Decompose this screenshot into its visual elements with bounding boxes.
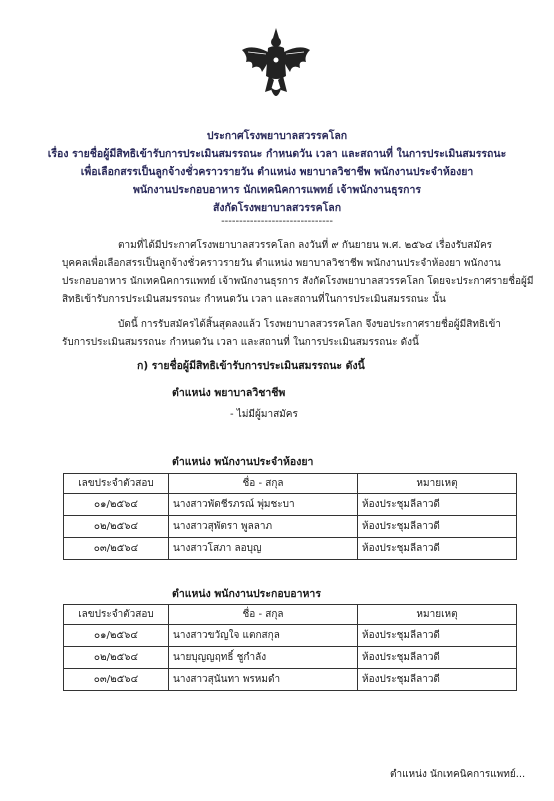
name-cell: นางสาวโสภา ลอบุญ <box>169 538 358 560</box>
garuda-emblem <box>238 26 314 106</box>
note-cell: ห้องประชุมลีลาวดี <box>358 516 517 538</box>
note-cell: ห้องประชุมลีลาวดี <box>358 669 517 691</box>
table-header-row <box>64 605 517 625</box>
exam-id-cell: ๐๑/๒๕๖๔ <box>64 494 169 516</box>
subject-line-3: พนักงานประกอบอาหาร นักเทคนิคการแพทย์ เจ้าพนักงานธุรการ <box>132 184 422 196</box>
column-header-note: หมายเหตุ <box>358 605 517 625</box>
exam-id-cell: ๐๑/๒๕๖๔ <box>64 625 169 647</box>
name-cell: นางสาวขวัญใจ แตกสกุล <box>169 625 358 647</box>
note-cell: ห้องประชุมลีลาวดี <box>358 647 517 669</box>
continuation-note: ตำแหน่ง นักเทคนิคการแพทย์... <box>390 769 526 780</box>
note-cell: ห้องประชุมลีลาวดี <box>358 494 517 516</box>
subject-line-1: เรื่อง รายชื่อผู้มีสิทธิเข้ารับการประเมินสมรรถนะ กำหนดวัน เวลา และสถานที่ ในการประเมินสมรรถนะ <box>47 148 507 160</box>
announcement-title: ประกาศโรงพยาบาลสวรรคโลก <box>206 130 348 142</box>
pharmacy-roster-table <box>63 473 517 560</box>
paragraph-1-line-2: บุคคลเพื่อเลือกสรรเป็นลูกจ้างชั่วคราวรายวัน ตำแหน่ง พยาบาลวิชาชีพ พนักงานประจำห้องยา พนักงาน <box>62 258 501 269</box>
subject-line-4: สังกัดโรงพยาบาลสวรรคโลก <box>212 202 342 214</box>
name-cell: นางสาวสุนันทา พรหมดำ <box>169 669 358 691</box>
name-cell: นายบุญญฤทธิ์ ชูกำลัง <box>169 647 358 669</box>
name-cell: นางสาวพัดชีรภรณ์ พุ่มชะบา <box>169 494 358 516</box>
name-cell: นางสาวสุพัตรา พูลลาภ <box>169 516 358 538</box>
table-header-row <box>64 474 517 494</box>
position-pharmacy-title: ตำแหน่ง พนักงานประจำห้องยา <box>172 456 314 468</box>
paragraph-2-line-1: บัดนี้ การรับสมัครได้สิ้นสุดลงแล้ว โรงพยาบาลสวรรคโลก จึงขอประกาศรายชื่อผู้มีสิทธิเข้า <box>118 319 501 330</box>
note-cell: ห้องประชุมลีลาวดี <box>358 625 517 647</box>
column-header-name: ชื่อ - สกุล <box>169 474 358 494</box>
table-row <box>64 494 517 516</box>
table-row <box>64 647 517 669</box>
table-row <box>64 669 517 691</box>
exam-id-cell: ๐๓/๒๕๖๔ <box>64 538 169 560</box>
paragraph-1-line-3: ประกอบอาหาร นักเทคนิคการแพทย์ เจ้าพนักงานธุรการ สังกัดโรงพยาบาลสวรรคโลก โดยจะประกาศรายชื่อผู้มี <box>62 276 534 287</box>
paragraph-1-line-4: สิทธิเข้ารับการประเมินสมรรถนะ กำหนดวัน เวลา และสถานที่ในการประเมินสมรรถนะ นั้น <box>62 294 446 305</box>
exam-id-cell: ๐๓/๒๕๖๔ <box>64 669 169 691</box>
table-row <box>64 538 517 560</box>
subject-line-2: เพื่อเลือกสรรเป็นลูกจ้างชั่วคราวรายวัน ตำแหน่ง พยาบาลวิชาชีพ พนักงานประจำห้องยา <box>80 166 474 178</box>
paragraph-2-line-2: รับการประเมินสมรรถนะ กำหนดวัน เวลา และสถานที่ ในการประเมินสมรรถนะ ดังนี้ <box>62 337 419 348</box>
column-header-note: หมายเหตุ <box>358 474 517 494</box>
note-cell: ห้องประชุมลีลาวดี <box>358 538 517 560</box>
header-separator: ------------------------------- <box>221 216 333 227</box>
position-nurse-note: - ไม่มีผู้มาสมัคร <box>230 409 298 420</box>
table-row <box>64 516 517 538</box>
position-nurse-title: ตำแหน่ง พยาบาลวิชาชีพ <box>172 387 286 399</box>
paragraph-1-line-1: ตามที่ได้มีประกาศโรงพยาบาลสวรรคโลก ลงวันที่ ๙ กันยายน พ.ศ. ๒๕๖๔ เรื่องรับสมัคร <box>118 240 493 251</box>
exam-id-cell: ๐๒/๒๕๖๔ <box>64 516 169 538</box>
section-a-heading: ก) รายชื่อผู้มีสิทธิเข้ารับการประเมินสมรรถนะ ดังนี้ <box>137 360 365 372</box>
column-header-exam-id: เลขประจำตัวสอบ <box>64 474 169 494</box>
exam-id-cell: ๐๒/๒๕๖๔ <box>64 647 169 669</box>
column-header-name: ชื่อ - สกุล <box>169 605 358 625</box>
position-cook-title: ตำแหน่ง พนักงานประกอบอาหาร <box>172 588 321 600</box>
column-header-exam-id: เลขประจำตัวสอบ <box>64 605 169 625</box>
cook-roster-table <box>63 604 517 691</box>
table-row <box>64 625 517 647</box>
